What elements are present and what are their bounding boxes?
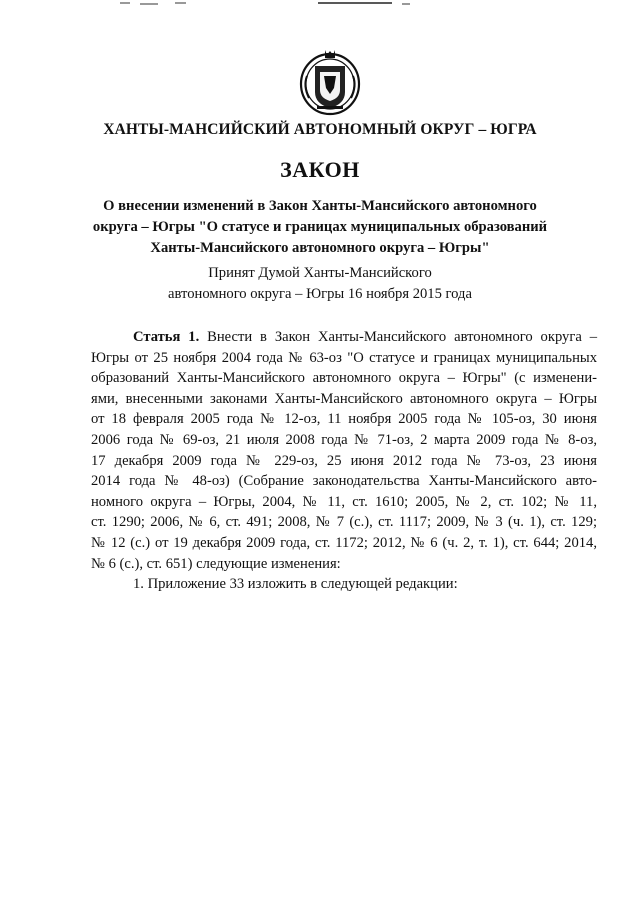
adoption-note-line: автономного округа – Югры 16 ноября 2015 года — [168, 286, 472, 302]
article-text-line: № 6 (с.), ст. 651) следующие изменения: — [91, 555, 341, 572]
article-text-line: 17 декабря 2009 года № 229-оз, 25 июня 2012 года № 73-оз, 23 июня — [91, 452, 597, 469]
article-text-line: от 18 февраля 2005 года № 12-оз, 11 ноября 2005 года № 105-оз, 30 июня — [91, 411, 597, 428]
law-title — [40, 196, 600, 259]
law-title-line: Ханты-Мансийского автономного округа – Югры" — [150, 240, 490, 256]
article-text-line: ями, внесенными законами Ханты-Мансийского автономного округа – Югры — [91, 390, 597, 407]
article-text-line: номного округа – Югры, 2004, № 11, ст. 1610; 2005, № 2, ст. 102; № 11, — [91, 493, 597, 510]
article-text-line: ст. 1290; 2006, № 6, ст. 491; 2008, № 7 (с.), ст. 1117; 2009, № 3 (ч. 1), ст. 129; — [91, 514, 597, 531]
law-title-line: округа – Югры "О статусе и границах муниципальных образований — [92, 219, 548, 235]
coat-of-arms-icon — [297, 46, 363, 116]
law-title-line: О внесении изменений в Закон Ханты-Мансийского автономного — [103, 198, 537, 214]
article-text-line: 2014 года № 48-оз) (Собрание законодательства Ханты-Мансийского авто- — [91, 473, 597, 490]
article-text-line: образований Ханты-Мансийского автономного округа – Югры" (с изменени- — [91, 370, 597, 387]
article-text-line: Внести в Закон Ханты-Мансийского автономного округа – — [207, 329, 597, 345]
article-text-line: № 12 (с.) от 19 декабря 2009 года, ст. 1172; 2012, № 6 (ч. 2, т. 1), ст. 644; 2014, — [91, 534, 597, 551]
article-text-line: 2006 года № 69-оз, 21 июля 2008 года № 71-оз, 2 марта 2009 года № 8-оз, — [91, 431, 597, 448]
region-heading: ХАНТЫ-МАНСИЙСКИЙ АВТОНОМНЫЙ ОКРУГ – ЮГРА — [103, 121, 537, 138]
document-type-heading: ЗАКОН — [280, 157, 360, 182]
adoption-note-line: Принят Думой Ханты-Мансийского — [208, 265, 432, 281]
scan-edge-marks — [0, 0, 640, 12]
adoption-note — [40, 263, 600, 305]
article-text-line: Югры от 25 ноября 2004 года № 63-оз "О статусе и границах муниципальных — [91, 349, 597, 366]
article-first-line — [91, 327, 597, 348]
article-item-1: 1. Приложение 33 изложить в следующей редакции: — [133, 576, 458, 593]
article-label: Статья 1. — [133, 329, 200, 345]
article-1 — [91, 327, 597, 595]
